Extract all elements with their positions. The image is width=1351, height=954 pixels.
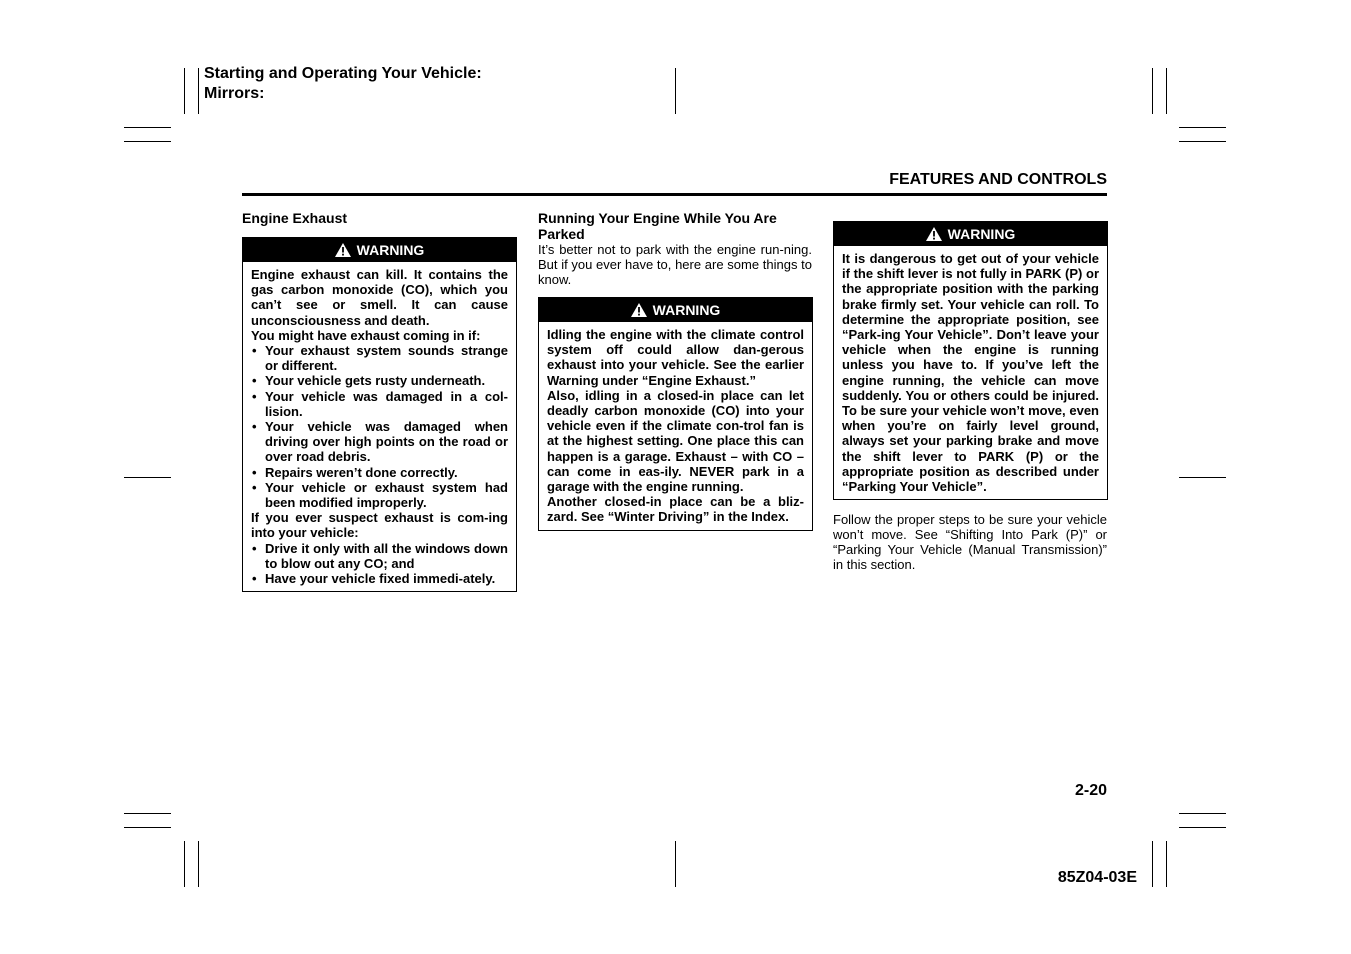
warning-box-engine-exhaust bbox=[242, 237, 517, 592]
warning-paragraph-1: It is dangerous to get out of your vehicle if the shift lever is not fully in PARK (P) or the appropriate position with the parking brake firmly set. Your vehicle can roll. To determine the appropriate position, see “Park-ing Your Vehicle”. Don’t leave your vehicle when the engine is running unless you have to. If you’ve left the engine running, the vehicle can move suddenly. You or others could be injured. To be sure your vehicle won’t move, even when you’re on fairly level ground, always set your parking brake and move the shift lever to PARK (P) or the appropriate position as described under “Parking Your Vehicle”. bbox=[842, 251, 1099, 495]
list-item: • Your vehicle or exhaust system had been modified improperly. bbox=[251, 480, 508, 510]
warning-label: WARNING bbox=[652, 302, 721, 318]
list-item: • Your vehicle was damaged in a col-lision. bbox=[251, 389, 508, 419]
heading-running-engine-parked: Running Your Engine While You Are Parked bbox=[538, 210, 777, 242]
header-line-2: Mirrors: bbox=[204, 85, 265, 102]
column-shift-lever bbox=[833, 221, 1107, 572]
warning-paragraph-2: Also, idling in a closed-in place can let deadly carbon monoxide (CO) into your vehicle even if the climate con-trol fan is at the highest setting. One place this can happen is a garage. Exhaust – with CO – can come in eas-ily. NEVER park in a garage with the engine running. bbox=[547, 387, 804, 495]
running-header bbox=[204, 64, 482, 104]
list-item: • Your vehicle gets rusty underneath. bbox=[251, 373, 508, 388]
list-item: • Repairs weren’t done correctly. bbox=[251, 465, 508, 480]
page-number: 2-20 bbox=[1074, 782, 1107, 799]
warning-body bbox=[243, 262, 516, 591]
warning-intro: Engine exhaust can kill. It contains the gas carbon monoxide (CO), which you can’t see or smell. It can cause unconsciousness and death. bbox=[251, 267, 508, 328]
warning-body bbox=[834, 246, 1107, 499]
warning-label: WARNING bbox=[356, 242, 425, 258]
warning-triangle-icon bbox=[926, 227, 942, 241]
section-title: FEATURES AND CONTROLS bbox=[889, 171, 1107, 188]
warning-box-idling bbox=[538, 297, 813, 531]
header-rule bbox=[242, 193, 1107, 196]
warning-header bbox=[834, 222, 1107, 246]
warning-label: WARNING bbox=[947, 226, 1016, 242]
document-code: 85Z04-03E bbox=[1057, 869, 1137, 886]
list-item: • Drive it only with all the windows down to blow out any CO; and bbox=[251, 541, 508, 571]
warning-body bbox=[539, 322, 812, 530]
column-running-engine-parked bbox=[538, 210, 812, 531]
list-item: • Your exhaust system sounds strange or different. bbox=[251, 343, 508, 373]
warning-triangle-icon bbox=[631, 303, 647, 317]
warning-paragraph-3: Another closed-in place can be a bliz-zard. See “Winter Driving” in the Index. bbox=[547, 494, 804, 525]
warning-lead-2: If you ever suspect exhaust is com-ing into your vehicle: bbox=[251, 510, 508, 541]
warning-paragraph-1: Idling the engine with the climate control system off could allow dan-gerous exhaust into your vehicle. See the earlier Warning under “Engine Exhaust.” bbox=[547, 327, 804, 388]
list-item: • Your vehicle was damaged when driving over high points on the road or over road debris. bbox=[251, 419, 508, 465]
warning-header bbox=[243, 238, 516, 262]
intro-paragraph: It’s better not to park with the engine run-ning. But if you ever have to, here are some things to know. bbox=[538, 242, 812, 287]
header-line-1: Starting and Operating Your Vehicle: bbox=[204, 65, 482, 82]
warning-header bbox=[539, 298, 812, 322]
warning-box-shift-lever bbox=[833, 221, 1108, 500]
column-engine-exhaust bbox=[242, 210, 516, 592]
warning-list-2 bbox=[251, 541, 508, 587]
heading-engine-exhaust: Engine Exhaust bbox=[242, 210, 348, 226]
warning-triangle-icon bbox=[335, 243, 351, 257]
follow-steps-paragraph: Follow the proper steps to be sure your vehicle won’t move. See “Shifting Into Park (P)” or “Parking Your Vehicle (Manual Transmission)” in this section. bbox=[833, 512, 1107, 573]
warning-list-1 bbox=[251, 343, 508, 510]
list-item: • Have your vehicle fixed immedi-ately. bbox=[251, 571, 508, 586]
warning-lead-1: You might have exhaust coming in if: bbox=[251, 327, 481, 343]
